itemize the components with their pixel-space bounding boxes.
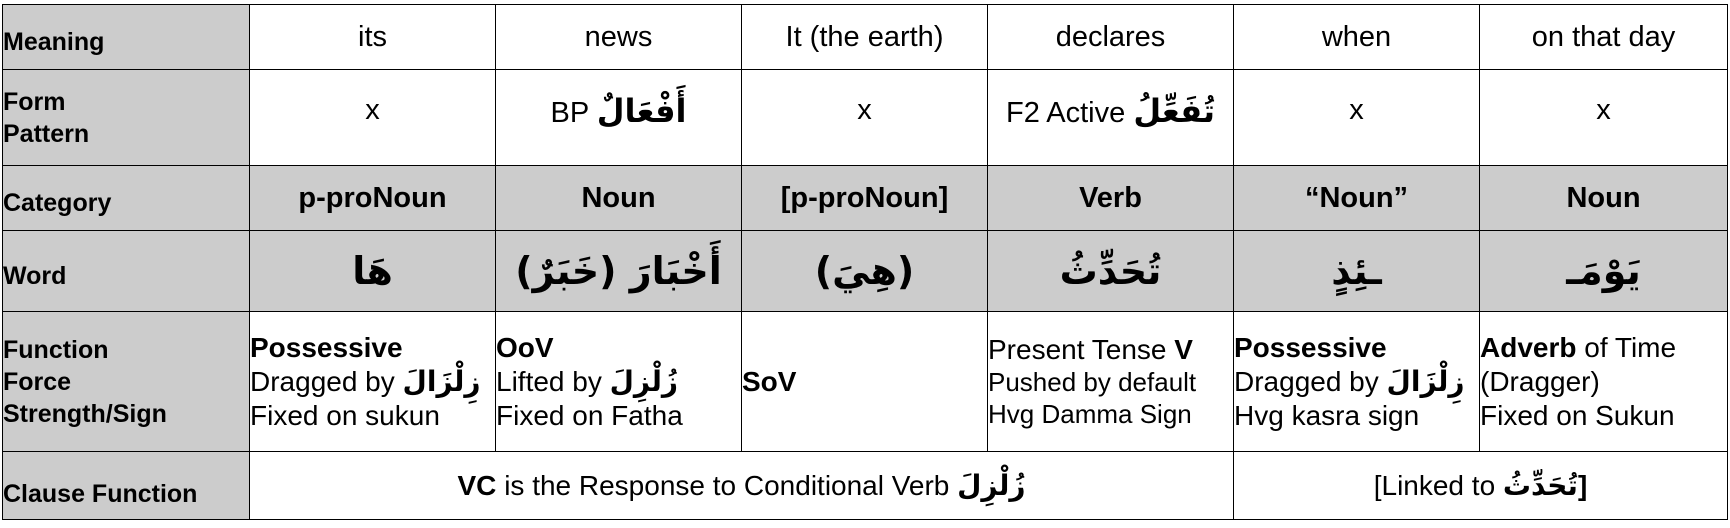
function-role: Possessive [250,331,403,363]
meaning-row [3,5,1728,70]
function-cell [250,312,496,452]
clause-link [1234,452,1728,520]
function-header [3,312,250,452]
word-arabic: يَوْمَـ [1566,249,1641,293]
function-role-bold: V [1174,333,1193,365]
function-role: Adverb [1480,331,1577,363]
meaning-cell: on that day [1480,5,1728,70]
meaning-cell: It (the earth) [742,5,988,70]
function-sign: Fixed on Fatha [496,399,683,431]
clause-main-text: is the Response to Conditional Verb [504,470,950,501]
form-row [3,70,1728,166]
function-force: Dragged by [250,365,395,397]
category-cell: Noun [1480,166,1728,231]
clause-main-arabic: زُلْزِلَ [957,469,1026,502]
category-cell: Verb [988,166,1234,231]
function-force-arabic: زِلْزَالَ [402,364,481,398]
function-header-line: Strength/Sign [3,399,167,428]
clause-link-close: ] [1577,470,1588,501]
meaning-cell: news [496,5,742,70]
category-cell: p-proNoun [250,166,496,231]
word-cell [1234,231,1480,312]
form-cell [250,70,496,166]
function-cell [496,312,742,452]
word-arabic: (هِيَ) [814,249,915,293]
function-role: SoV [742,365,797,397]
word-cell [742,231,988,312]
meaning-header: Meaning [3,5,250,70]
form-header [3,70,250,166]
form-latin: x [1349,94,1364,126]
clause-header: Clause Function [3,452,250,520]
category-cell: [p-proNoun] [742,166,988,231]
category-cell: Noun [496,166,742,231]
form-cell [742,70,988,166]
function-sign: Hvg kasra sign [1234,399,1420,431]
word-arabic: أَخْبَارَ (خَبَرٌ) [515,249,722,293]
form-header-line: Pattern [3,119,90,148]
function-row [3,312,1728,452]
form-arabic: تُفَعِّلُ [1133,91,1215,130]
form-latin: F2 Active [1005,96,1126,129]
function-sign: Hvg Damma Sign [988,398,1192,429]
function-sign: Fixed on Sukun [1480,399,1675,431]
form-latin: x [857,94,872,126]
word-arabic: ـئِذٍ [1331,249,1382,293]
clause-main-bold: VC [457,470,497,501]
function-force-arabic: زُلْزِلَ [609,364,678,398]
function-force: (Dragger) [1480,365,1600,397]
clause-link-arabic: تُحَدِّثُ [1502,469,1578,502]
category-row [3,166,1728,231]
clause-main [250,452,1234,520]
function-role: OoV [496,331,554,363]
function-cell [988,312,1234,452]
function-cell [1480,312,1728,452]
form-cell [496,70,742,166]
word-row [3,231,1728,312]
category-cell: “Noun” [1234,166,1480,231]
clause-row [3,452,1728,520]
word-cell [988,231,1234,312]
function-header-line: Force [3,367,72,396]
word-cell [496,231,742,312]
grammar-table [2,4,1728,520]
clause-link-text: [Linked to [1373,470,1496,501]
form-cell [1234,70,1480,166]
word-header: Word [3,231,250,312]
form-cell [1480,70,1728,166]
function-force-arabic: زِلْزَالَ [1386,364,1465,398]
form-latin: x [1596,94,1611,126]
function-force: Dragged by [1234,365,1379,397]
form-header-line: Form [3,87,66,116]
function-cell [1234,312,1480,452]
form-latin: BP [550,96,589,129]
form-cell [988,70,1234,166]
word-arabic: تُحَدِّثُ [1059,249,1162,293]
form-latin: x [365,94,380,126]
function-header-line: Function [3,335,109,364]
meaning-cell: when [1234,5,1480,70]
function-role-rest: of Time [1576,331,1677,363]
function-role: Possessive [1234,331,1387,363]
form-arabic: أَفْعَالٌ [596,91,687,130]
word-arabic: هَا [352,249,393,293]
category-header: Category [3,166,250,231]
function-role: Present Tense [988,333,1167,365]
function-force: Lifted by [496,365,602,397]
function-force: Pushed by default [988,366,1197,397]
meaning-cell: declares [988,5,1234,70]
function-sign: Fixed on sukun [250,399,440,431]
meaning-cell: its [250,5,496,70]
function-cell [742,312,988,452]
word-cell [1480,231,1728,312]
word-cell [250,231,496,312]
